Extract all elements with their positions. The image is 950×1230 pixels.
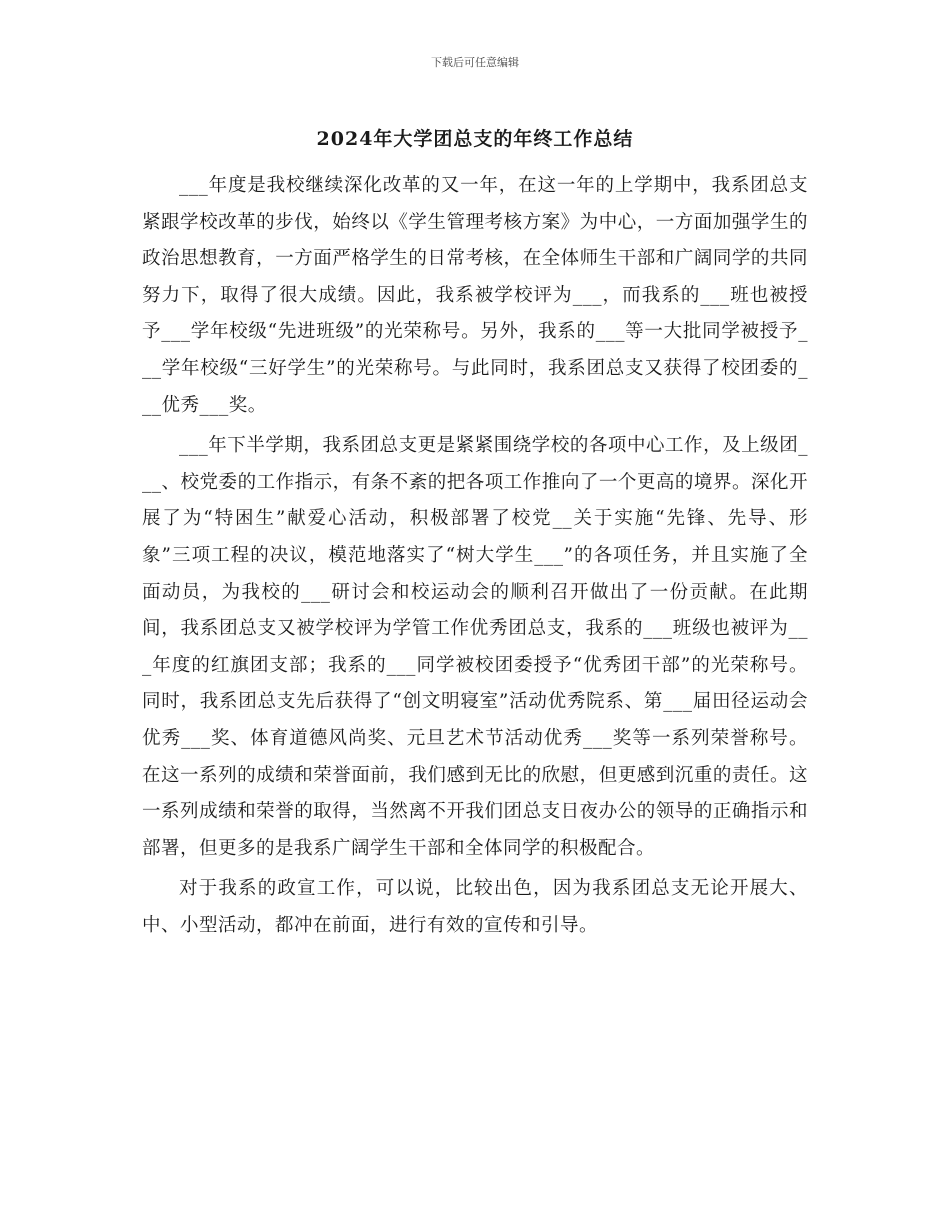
header-note: 下载后可任意编辑 bbox=[431, 56, 519, 69]
document-title: 2024年大学团总支的年终工作总结 bbox=[316, 128, 634, 150]
paragraph-1: ___年度是我校继续深化改革的又一年，在这一年的上学期中，我系团总支紧跟学校改革的步伐，始终以《学生管理考核方案》为中心，一方面加强学生的政治思想教育，一方面严格学生的日常考核，在全体师生干部和广阔同学的共同努力下，取得了很大成绩。因此，我系被学校评为___，而我系的___班也被授予___学年校级“先进班级”的光荣称号。另外，我系的___等一大批同学被授予___学年校级“三好学生”的光荣称号。与此同时，我系团总支又获得了校团委的___优秀___奖。 bbox=[142, 175, 808, 416]
paragraph-3: 对于我系的政宣工作，可以说，比较出色，因为我系团总支无论开展大、中、小型活动，都冲在前面，进行有效的宣传和引导。 bbox=[142, 878, 808, 936]
document-body bbox=[142, 168, 808, 948]
paragraph-2: ___年下半学期，我系团总支更是紧紧围绕学校的各项中心工作，及上级团___、校党委的工作指示，有条不紊的把各项工作推向了一个更高的境界。深化开展了为“特困生”献爱心活动，积极部署了校党__关于实施“先锋、先导、形象”三项工程的决议，模范地落实了“树大学生___”的各项任务，并且实施了全面动员，为我校的___研讨会和校运动会的顺利召开做出了一份贡献。在此期间，我系团总支又被学校评为学管工作优秀团总支，我系的___班级也被评为___年度的红旗团支部；我系的___同学被校团委授予“优秀团干部”的光荣称号。同时，我系团总支先后获得了“创文明寝室”活动优秀院系、第___届田径运动会优秀___奖、体育道德风尚奖、元旦艺术节活动优秀___奖等一系列荣誉称号。在这一系列的成绩和荣誉面前，我们感到无比的欣慰，但更感到沉重的责任。这一系列成绩和荣誉的取得，当然离不开我们团总支日夜办公的领导的正确指示和部署，但更多的是我系广阔学生干部和全体同学的积极配合。 bbox=[142, 435, 808, 859]
